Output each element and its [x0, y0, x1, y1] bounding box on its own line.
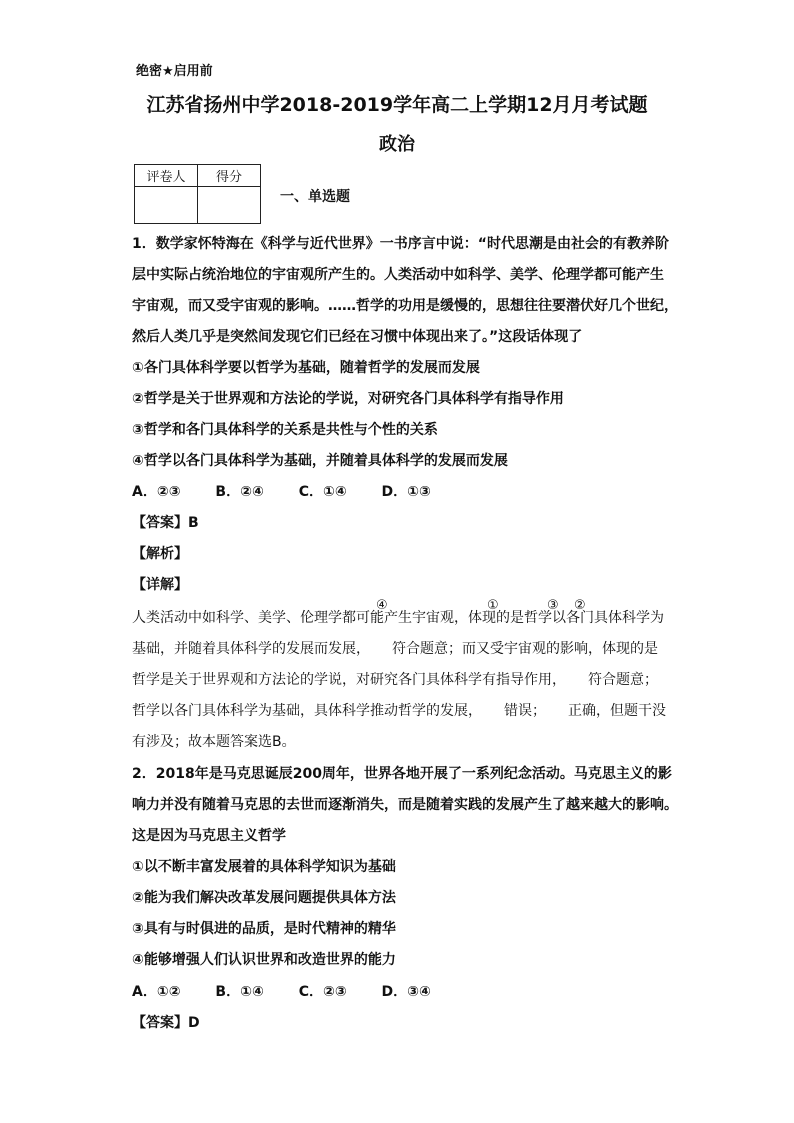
q1-item: ③哲学和各门具体科学的关系是共性与个性的关系 [132, 422, 438, 438]
q2-item: ②能为我们解决改革发展问题提供具体方法 [132, 890, 396, 906]
q1-analysis-label: 【解析】 [132, 546, 188, 562]
q2-answer: 【答案】D [132, 1015, 200, 1031]
q2-item: ①以不断丰富发展着的具体科学知识为基础 [132, 859, 396, 875]
section-heading: 一、单选题 [280, 189, 350, 205]
q2-option-b: B．①④ [215, 984, 264, 1000]
grader-header: 评卷人 [135, 165, 198, 187]
circled-number-mark: ④ [376, 598, 388, 613]
q2-stem-line: 响力并没有随着马克思的去世而逐渐消失，而是随着实践的发展产生了越来越大的影响。 [132, 797, 678, 813]
q1-option-c: C．①④ [298, 484, 347, 500]
q1-item: ①各门具体科学要以哲学为基础，随着哲学的发展而发展 [132, 360, 480, 376]
q1-option-d: D．①③ [381, 484, 431, 500]
q1-options [132, 482, 461, 502]
q1-answer: 【答案】B [132, 515, 199, 531]
q1-explain-part: 正确，但题干没 [568, 703, 666, 719]
q1-item: ②哲学是关于世界观和方法论的学说，对研究各门具体科学有指导作用 [132, 391, 564, 407]
q2-options [132, 982, 461, 1002]
q1-explain-part: 符合题意； [588, 672, 658, 688]
q2-item: ④能够增强人们认识世界和改造世界的能力 [132, 952, 396, 968]
circled-number-mark: ① [487, 598, 499, 613]
q2-option-a: A．①② [132, 984, 181, 1000]
q1-stem-line: 宇宙观，而又受宇宙观的影响。……哲学的功用是缓慢的，思想往往要潜伏好几个世纪， [132, 298, 678, 314]
grader-cell [135, 187, 198, 224]
q1-stem-line: 1．数学家怀特海在《科学与近代世界》一书序言中说：“时代思潮是由社会的有教养阶 [132, 236, 669, 252]
q1-explain-part: 错误； [504, 703, 546, 719]
confidential-label: 绝密★启用前 [136, 64, 213, 79]
q2-option-c: C．②③ [298, 984, 347, 1000]
q2-item: ③具有与时俱进的品质，是时代精神的精华 [132, 921, 396, 937]
q1-explain-part: 基础，并随着具体科学的发展而发展， [132, 641, 370, 657]
circled-number-mark: ② [574, 598, 586, 613]
circled-number-mark: ③ [547, 598, 559, 613]
q1-explain-part: 哲学是关于世界观和方法论的学说，对研究各门具体科学有指导作用， [132, 672, 566, 688]
q2-option-d: D．③④ [381, 984, 431, 1000]
exam-subject: 政治 [379, 134, 415, 155]
q2-stem-line: 2．2018年是马克思诞辰200周年，世界各地开展了一系列纪念活动。马克思主义的影 [132, 766, 672, 782]
q1-item: ④哲学以各门具体科学为基础，并随着具体科学的发展而发展 [132, 453, 508, 469]
q1-explain-line [132, 639, 658, 659]
q2-stem-line: 这是因为马克思主义哲学 [132, 828, 286, 844]
q1-detail-label: 【详解】 [132, 577, 188, 593]
q1-explain-line [132, 701, 666, 721]
score-cell [198, 187, 261, 224]
q1-option-b: B．②④ [215, 484, 264, 500]
q1-explain-line: 有涉及；故本题答案选B。 [132, 734, 296, 750]
score-table [134, 164, 261, 224]
q1-option-a: A．②③ [132, 484, 181, 500]
score-header: 得分 [198, 165, 261, 187]
q1-explain-part: 符合题意；而又受宇宙观的影响，体现的是 [392, 641, 658, 657]
q1-explain-line: 人类活动中如科学、美学、伦理学都可能产生宇宙观，体现的是哲学以各门具体科学为 [132, 610, 664, 626]
q1-stem-line: 然后人类几乎是突然间发现它们已经在习惯中体现出来了。”这段话体现了 [132, 329, 583, 345]
q1-explain-part: 哲学以各门具体科学为基础，具体科学推动哲学的发展， [132, 703, 482, 719]
q1-stem-line: 层中实际占统治地位的宇宙观所产生的。人类活动中如科学、美学、伦理学都可能产生 [132, 267, 664, 283]
exam-title: 江苏省扬州中学2018-2019学年高二上学期12月月考试题 [146, 94, 648, 116]
q1-explain-line [132, 670, 658, 690]
